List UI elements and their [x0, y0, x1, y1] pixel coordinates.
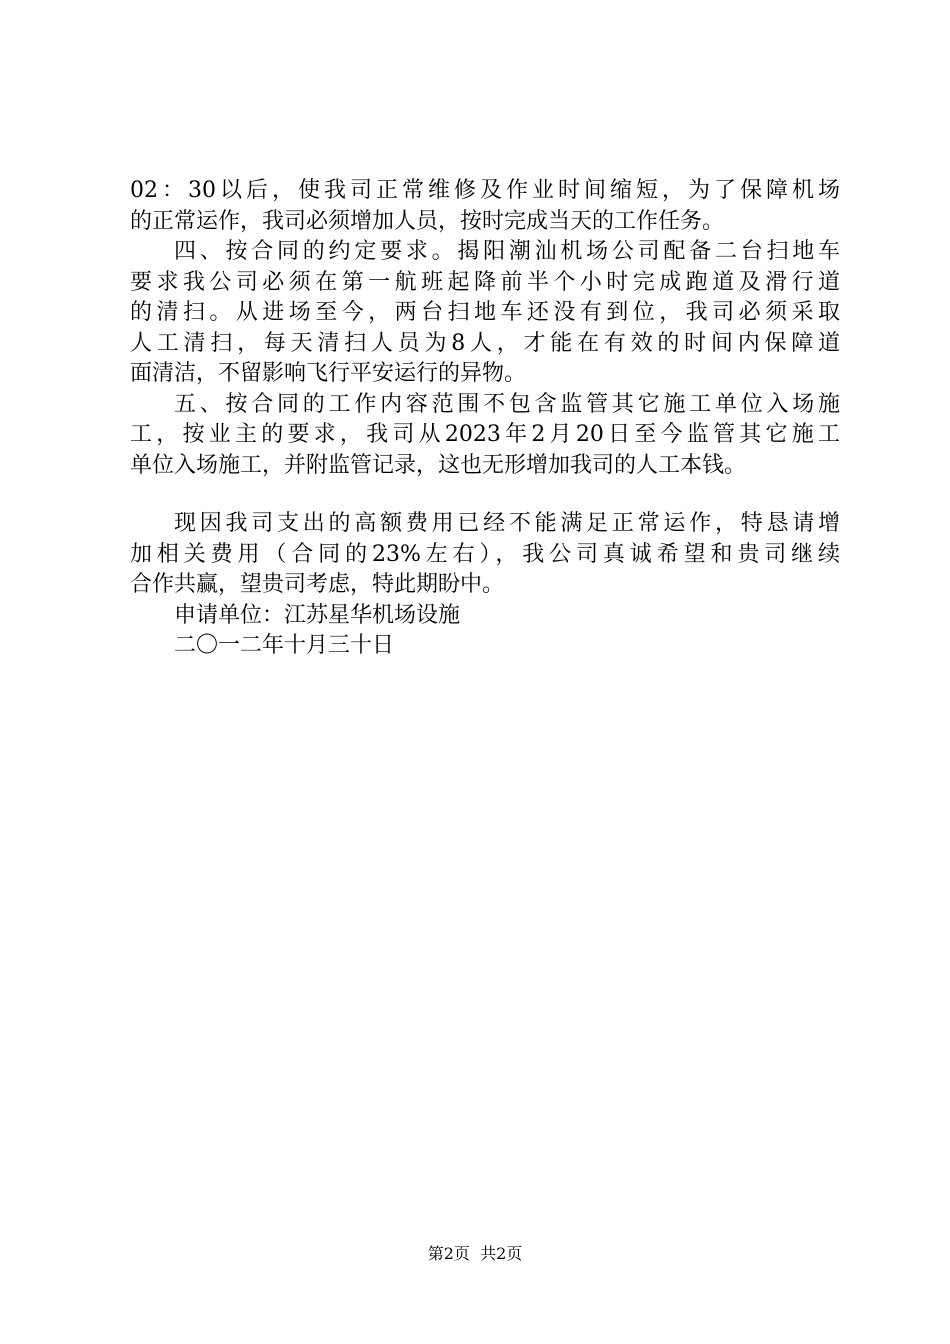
- applicant-line: 申请单位：江苏星华机场设施: [174, 602, 461, 628]
- text-line: 02：30以后，使我司正常维修及作业时间缩短，为了保障机场: [130, 178, 840, 203]
- document-body: [130, 176, 840, 662]
- text-line: 五、按合同的工作内容范围不包含监管其它施工单位入场施: [174, 391, 840, 417]
- page-number-footer: 第2页 共2页: [427, 1244, 523, 1263]
- paragraph-continuation: [130, 176, 840, 237]
- text-line: 四、按合同的约定要求。揭阳潮汕机场公司配备二台扫地车: [174, 239, 840, 264]
- text-line: 面清洁，不留影响飞行平安运行的异物。: [130, 361, 527, 386]
- text-line: 人工清扫，每天清扫人员为8人，才能在有效的时间内保障道: [130, 330, 840, 356]
- paragraph-item-four: [130, 237, 840, 390]
- text-line: 的正常运作，我司必须增加人员，按时完成当天的工作任务。: [130, 208, 725, 234]
- paragraph-item-five: [130, 390, 840, 482]
- text-line: 工，按业主的要求，我司从2023年2月20日至今监管其它施工: [130, 422, 840, 447]
- text-line: 现因我司支出的高额费用已经不能满足正常运作，特恳请增: [174, 511, 840, 536]
- text-line: 要求我公司必须在第一航班起降前半个小时完成跑道及滑行道: [130, 269, 840, 295]
- text-line: 加相关费用（合同的23%左右），我公司真诚希望和贵司继续: [130, 541, 840, 567]
- text-line: 单位入场施工，并附监管记录，这也无形增加我司的人工本钱。: [130, 452, 747, 478]
- text-line: 合作共赢，望贵司考虑，特此期盼中。: [130, 572, 505, 597]
- date-line: 二〇一二年十月三十日: [174, 633, 395, 658]
- paragraph-request: [130, 509, 840, 601]
- signature-block: [130, 601, 840, 662]
- text-line: 的清扫。从进场至今，两台扫地车还没有到位，我司必须采取: [130, 300, 840, 325]
- paragraph-spacer: [130, 481, 840, 509]
